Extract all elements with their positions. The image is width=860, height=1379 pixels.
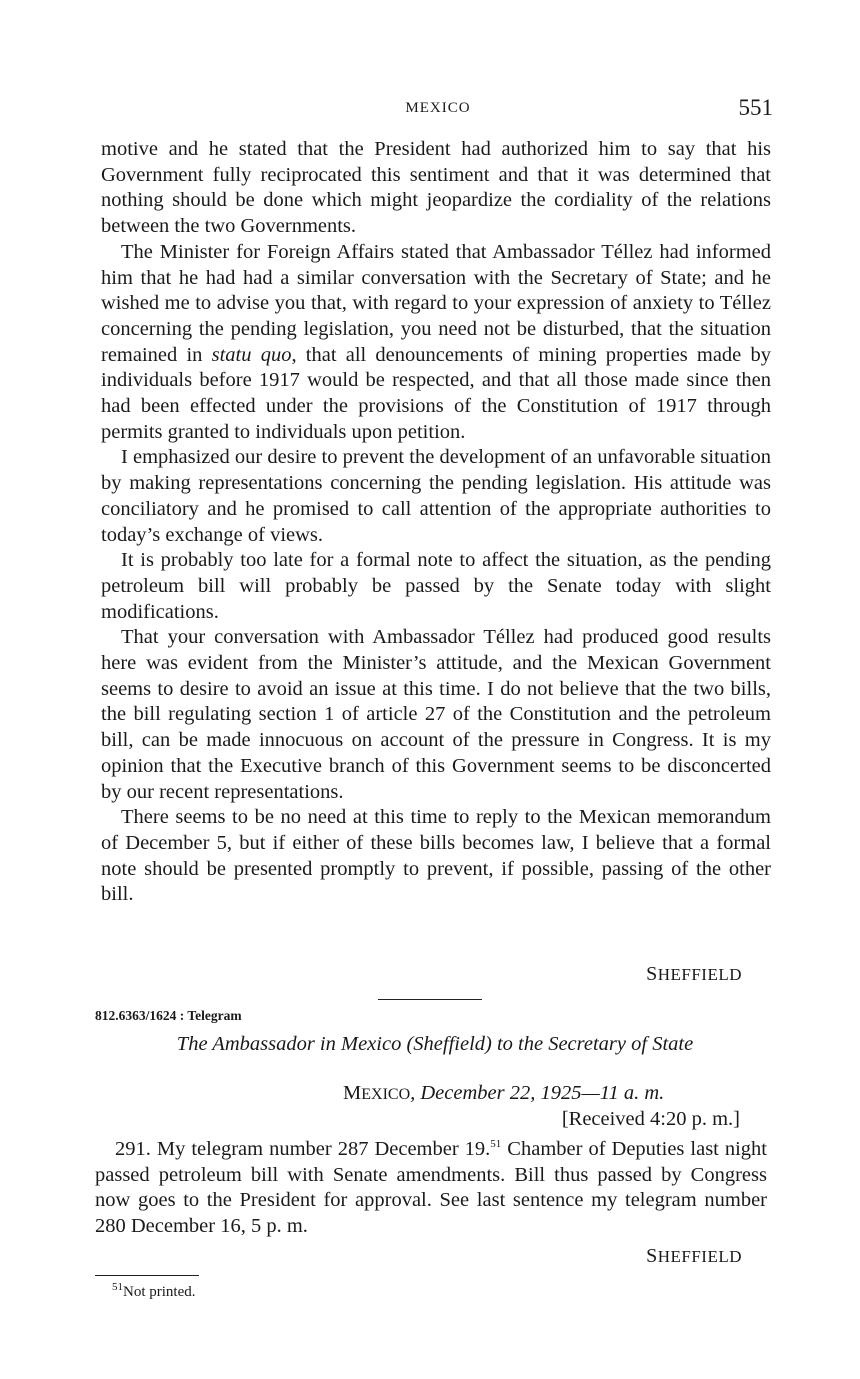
paragraph-2-text-a: The Minister for Foreign Affairs stated that Ambassador Téllez had informed him that he had had a similar conversation with the Secretary of State; and he wished me to advise you that, with regard to your expression of anxiety to Téllez concerning the pending legislation, you need not be disturbed, that the situation remained in bbox=[101, 240, 771, 366]
section-separator bbox=[378, 999, 482, 1000]
heading-name: Sheffield bbox=[413, 1033, 486, 1055]
footnote bbox=[112, 1281, 196, 1301]
signature-2-initial: S bbox=[646, 1245, 658, 1267]
footnote-text: Not printed. bbox=[123, 1284, 196, 1300]
paragraph-2 bbox=[101, 240, 771, 446]
running-title: MEXICO bbox=[405, 100, 471, 116]
statu-quo-italic: statu quo bbox=[211, 343, 292, 366]
footnote-rule bbox=[95, 1275, 199, 1276]
paragraph-1: motive and he stated that the President had authorized him to say that his Government fully reciprocated this sentiment and that it was determined that nothing should be done which might jeopardize the cordiality of the relations between the two Governments. bbox=[101, 138, 771, 238]
telegram-text-b: Chamber of Deputies last night passed petroleum bill with Senate amendments. Bill thus passed by Congress now goes to the President for approval. See last sentence my telegram number 280 December 16, 5 p. m. bbox=[95, 1138, 768, 1238]
dateline bbox=[343, 1082, 664, 1105]
signature-2 bbox=[646, 1245, 742, 1268]
signature-1 bbox=[646, 963, 742, 986]
heading-part-1: The Ambassador in Mexico ( bbox=[176, 1033, 414, 1055]
paragraph-2-text-b: , that all denouncements of mining properties made by individuals before 1917 would be respected, and that all those made since then had been effected under the provisions of the Constitution of 1917 through permits granted to individuals upon petition. bbox=[101, 343, 771, 443]
telegram-text-a: 291. My telegram number 287 December 19. bbox=[115, 1138, 491, 1160]
dateline-date: , December 22, 1925—11 a. m. bbox=[410, 1082, 665, 1104]
running-head bbox=[103, 95, 773, 125]
paragraph-4: It is probably too late for a formal note to affect the situation, as the pending petroleum bill will probably be passed by the Senate today with slight modifications. bbox=[101, 549, 771, 623]
signature-1-rest: HEFFIELD bbox=[657, 965, 742, 984]
file-reference: 812.6363/1624 : Telegram bbox=[95, 1008, 242, 1023]
signature-2-rest: HEFFIELD bbox=[657, 1247, 742, 1266]
page-number: 551 bbox=[738, 95, 773, 120]
heading-part-3: ) to the Secretary of State bbox=[485, 1033, 694, 1055]
letter-body bbox=[101, 137, 771, 908]
paragraph-3: I emphasized our desire to prevent the development of an unfavorable situation by making representations concerning the pending legislation. His attitude was conciliatory and he promised to call attention of the appropriate authorities to today’s exchange of views. bbox=[101, 446, 771, 546]
received-time: [Received 4:20 p. m.] bbox=[561, 1108, 740, 1130]
telegram-paragraph bbox=[95, 1137, 767, 1240]
paragraph-5: That your conversation with Ambassador Téllez had produced good results here was evident from the Minister’s attitude, and the Mexican Government seems to desire to avoid an issue at this time. I do not believe that the two bills, the bill regulating section 1 of article 27 of the Constitution and the petroleum bill, can be made innocuous on account of the pressure in Congress. It is my opinion that the Executive branch of this Government seems to be disconcerted by our recent representations. bbox=[101, 626, 771, 803]
signature-1-initial: S bbox=[646, 963, 658, 985]
paragraph-6: There seems to be no need at this time to reply to the Mexican memorandum of December 5, but if either of these bills becomes law, I believe that a formal note should be presented promptly to prevent, if possible, passing of the other bill. bbox=[101, 806, 771, 906]
telegram-body bbox=[95, 1137, 767, 1240]
dateline-place-initial: M bbox=[343, 1082, 362, 1104]
dateline-place-rest: EXICO bbox=[361, 1086, 411, 1103]
footnote-mark: 51 bbox=[112, 1281, 123, 1293]
footnote-reference: 51 bbox=[490, 1138, 502, 1151]
document-heading bbox=[95, 1033, 775, 1056]
